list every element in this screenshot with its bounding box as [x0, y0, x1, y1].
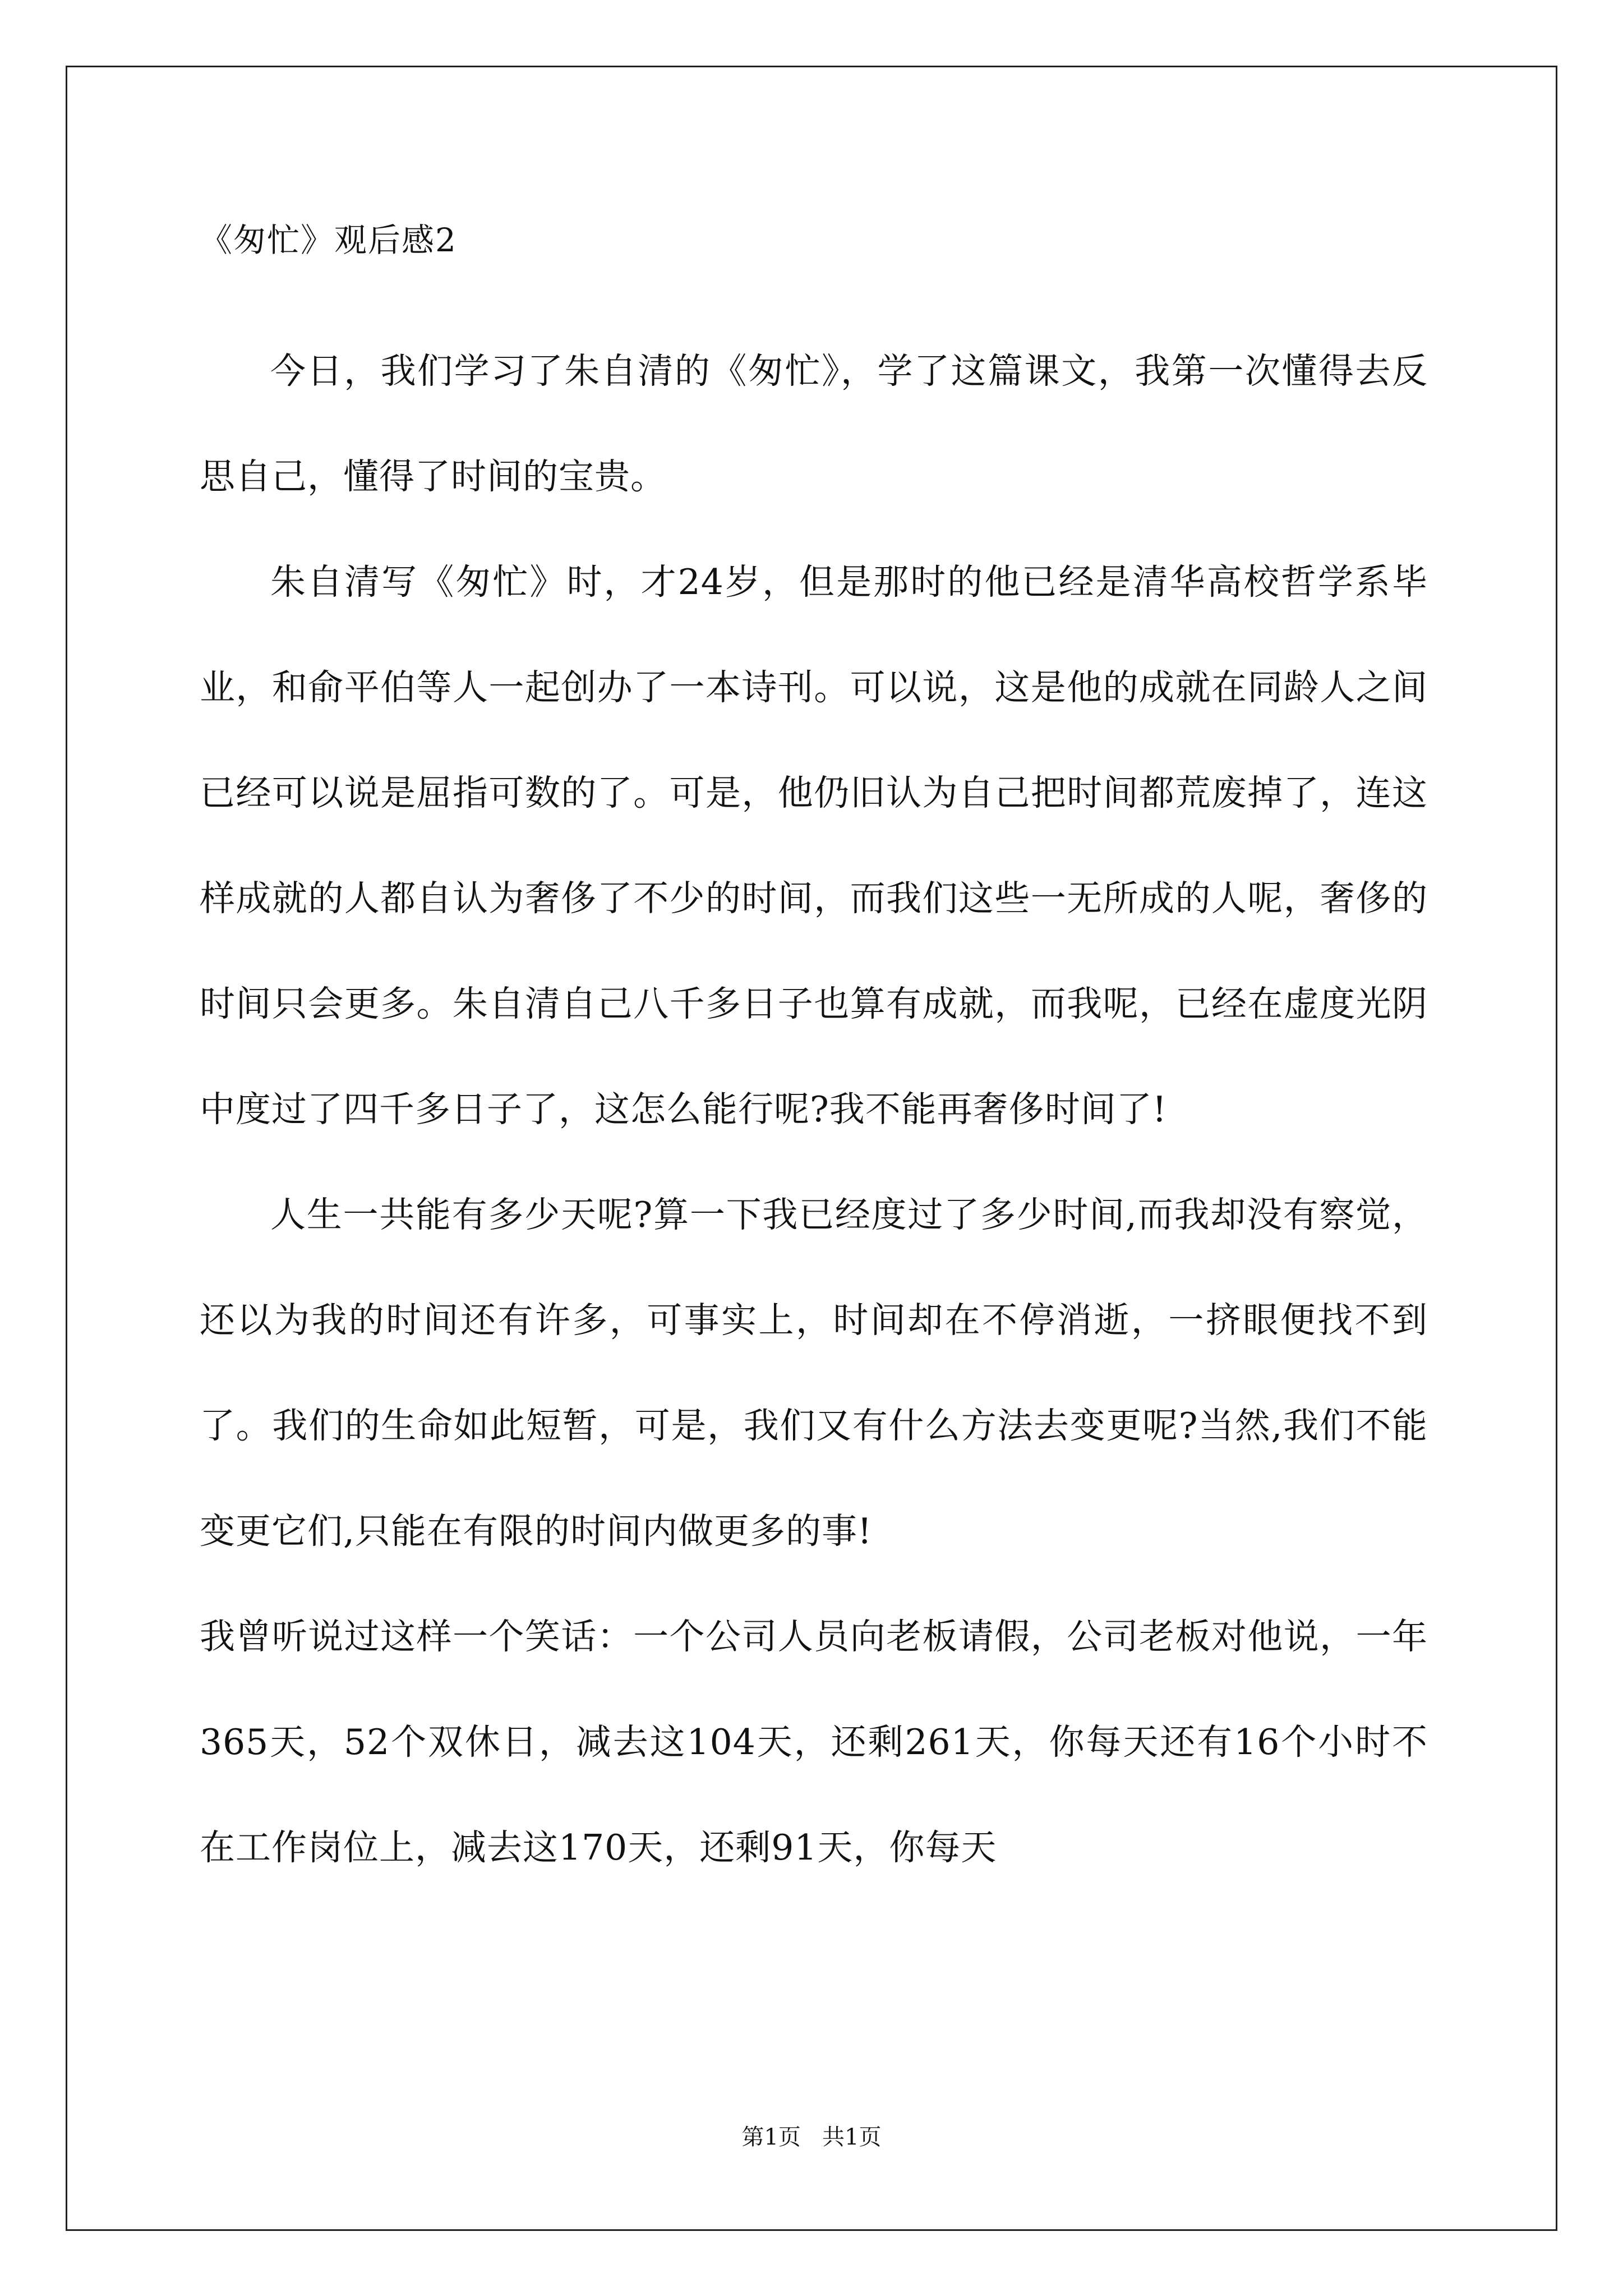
page-number: 第1页 共1页: [741, 2124, 882, 2150]
paragraph: 我曾听说过这样一个笑话：一个公司人员向老板请假，公司老板对他说，一年365天，52个双休日，减去这104天，还剩261天，你每天还有16个小时不在工作岗位上，减去这170天，还剩91天，你每天: [200, 1616, 1428, 1868]
document-title: 《匆忙》观后感2: [200, 221, 457, 259]
document-body: [200, 213, 1428, 1901]
paragraph: 今日，我们学习了朱自清的《匆忙》，学了这篇课文，我第一次懂得去反思自己，懂得了时间的宝贵。: [200, 351, 1428, 497]
paragraph: 朱自清写《匆忙》时，才24岁，但是那时的他已经是清华高校哲学系毕业，和俞平伯等人一起创办了一本诗刊。可以说，这是他的成就在同龄人之间已经可以说是屈指可数的了。可是，他仍旧认为自己把时间都荒废掉了，连这样成就的人都自认为奢侈了不少的时间，而我们这些一无所成的人呢，奢侈的时间只会更多。朱自清自己八千多日子也算有成就，而我呢，已经在虚度光阴中度过了四千多日子了，这怎么能行呢?我不能再奢侈时间了!: [200, 562, 1428, 1130]
paragraph: 人生一共能有多少天呢?算一下我已经度过了多少时间,而我却没有察觉，还以为我的时间还有许多，可事实上，时间却在不停消逝，一挤眼便找不到了。我们的生命如此短暂，可是，我们又有什么方法去变更呢?当然,我们不能变更它们,只能在有限的时间内做更多的事!: [200, 1194, 1428, 1552]
